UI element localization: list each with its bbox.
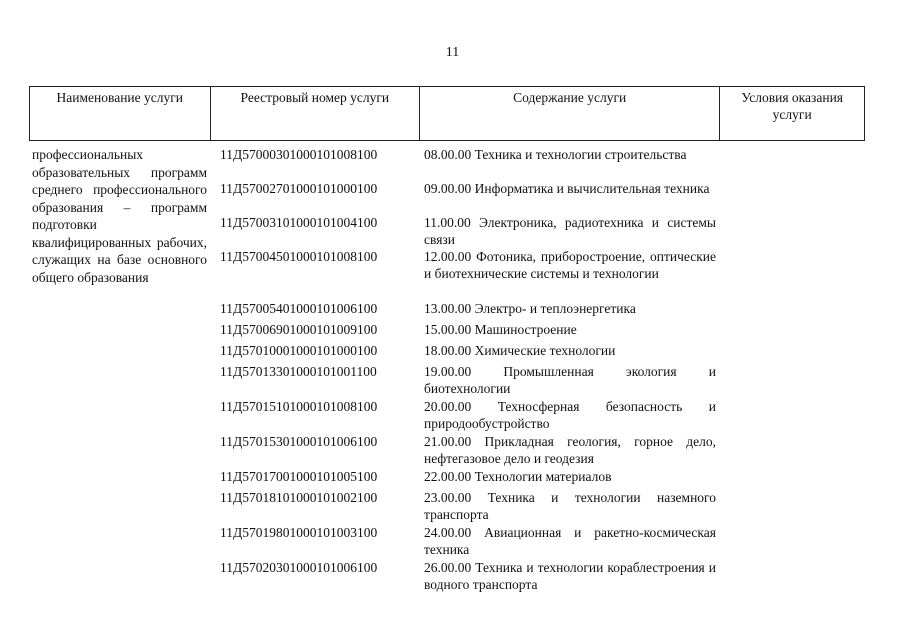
registry-code: 11Д57017001000101005100 <box>220 469 378 484</box>
registry-code: 11Д57002701000101000100 <box>220 181 378 196</box>
service-content: 15.00.00 Машиностроение <box>424 322 577 337</box>
service-content: 12.00.00 Фотоника, приборостроение, оптические и биотехнические системы и технологии <box>424 249 716 281</box>
service-name-cell: профессиональных образовательных программ среднего профессионального образования – программ подготовки квалифицированных рабочих, служащих на базе основного общего образования <box>32 147 207 285</box>
header-service-content: Содержание услуги <box>420 87 720 140</box>
service-content: 08.00.00 Техника и технологии строительства <box>424 147 687 162</box>
service-content: 18.00.00 Химические технологии <box>424 343 616 358</box>
registry-code: 11Д57005401000101006100 <box>220 301 378 316</box>
registry-code: 11Д57010001000101000100 <box>220 343 378 358</box>
header-registry-number: Реестровый номер услуги <box>211 87 421 140</box>
header-service-name: Наименование услуги <box>30 87 211 140</box>
registry-code: 11Д57004501000101008100 <box>220 249 378 264</box>
service-content: 19.00.00 Промышленная экология и биотехнологии <box>424 364 716 396</box>
registry-code: 11Д57006901000101009100 <box>220 322 378 337</box>
registry-code: 11Д57015101000101008100 <box>220 399 378 414</box>
page-number: 11 <box>445 45 460 60</box>
registry-code: 11Д57000301000101008100 <box>220 147 378 162</box>
service-content: 26.00.00 Техника и технологии кораблестроения и водного транспорта <box>424 560 716 592</box>
registry-code: 11Д57018101000101002100 <box>220 490 378 505</box>
registry-code: 11Д57015301000101006100 <box>220 434 378 449</box>
registry-code: 11Д57013301000101001100 <box>220 364 377 379</box>
service-content: 23.00.00 Техника и технологии наземного транспорта <box>424 490 716 522</box>
service-content: 13.00.00 Электро- и теплоэнергетика <box>424 301 636 316</box>
table-header <box>29 86 865 141</box>
service-content: 24.00.00 Авиационная и ракетно-космическая техника <box>424 525 716 557</box>
service-content: 22.00.00 Технологии материалов <box>424 469 612 484</box>
header-service-conditions: Условия оказания услуги <box>741 90 844 122</box>
registry-code: 11Д57020301000101006100 <box>220 560 378 575</box>
registry-code: 11Д57003101000101004100 <box>220 215 378 230</box>
service-content: 09.00.00 Информатика и вычислительная техника <box>424 181 710 196</box>
registry-code: 11Д57019801000101003100 <box>220 525 378 540</box>
service-content: 11.00.00 Электроника, радиотехника и системы связи <box>424 215 716 247</box>
service-content: 20.00.00 Техносферная безопасность и природообустройство <box>424 399 716 431</box>
service-content: 21.00.00 Прикладная геология, горное дело, нефтегазовое дело и геодезия <box>424 434 716 466</box>
